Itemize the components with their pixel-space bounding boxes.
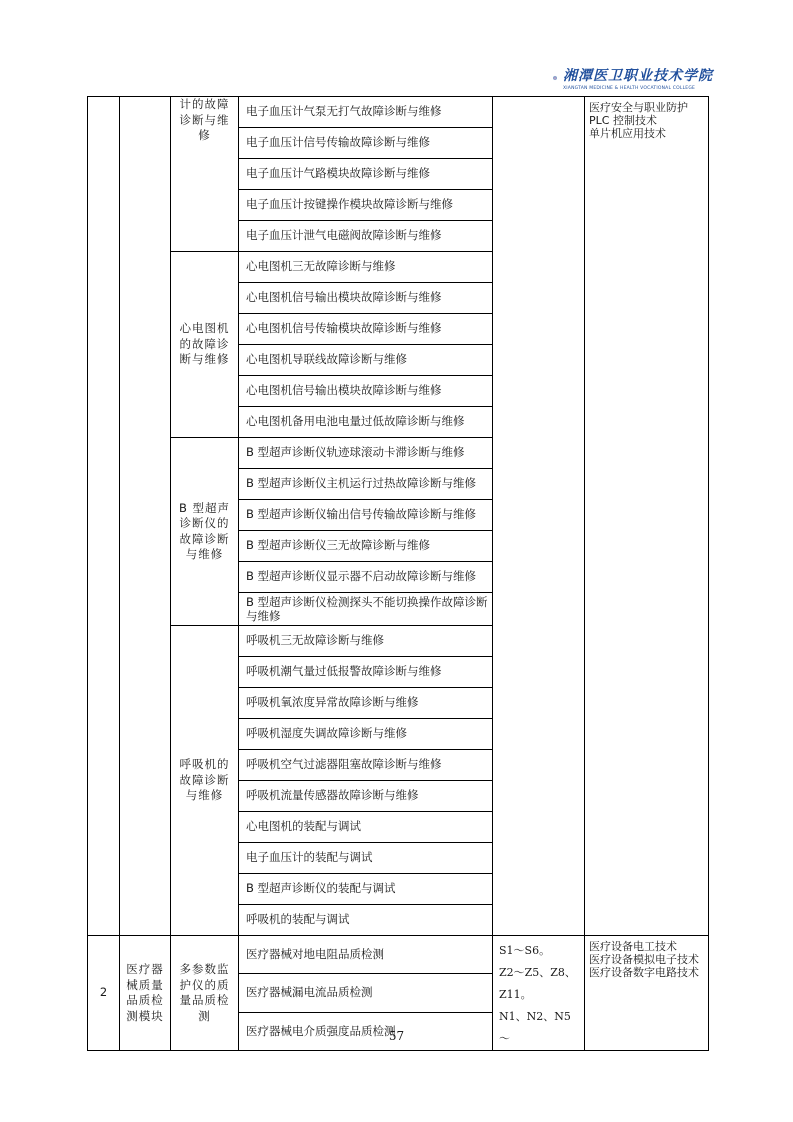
subtask-cell: B 型超声诊断仪显示器不启动故障诊断与维修	[239, 562, 493, 593]
subtask-cell: 呼吸机三无故障诊断与维修	[239, 626, 493, 657]
subtask-cell: B 型超声诊断仪检测探头不能切换操作故障诊断与维修	[239, 593, 493, 626]
subtask-cell: 医疗器械对地电阻品质检测	[239, 936, 493, 974]
subtask-cell: 心电图机三无故障诊断与维修	[239, 252, 493, 283]
course-item: 医疗设备数字电路技术	[589, 966, 699, 979]
subtask-cell: 电子血压计信号传输故障诊断与维修	[239, 128, 493, 159]
table-row	[88, 936, 709, 974]
subtask-cell: B 型超声诊断仪轨迹球滚动卡滞诊断与维修	[239, 438, 493, 469]
subtask-cell: B 型超声诊断仪主机运行过热故障诊断与维修	[239, 469, 493, 500]
subtask-cell: 呼吸机的装配与调试	[239, 905, 493, 936]
subtask-cell: 医疗器械电介质强度品质检测	[239, 1012, 493, 1050]
subtask-cell: B 型超声诊断仪输出信号传输故障诊断与维修	[239, 500, 493, 531]
subtask-cell: 电子血压计的装配与调试	[239, 843, 493, 874]
subtask-cell: 呼吸机流量传感器故障诊断与维修	[239, 781, 493, 812]
subtask-cell: 呼吸机湿度失调故障诊断与维修	[239, 719, 493, 750]
subtask-cell: 呼吸机空气过滤器阻塞故障诊断与维修	[239, 750, 493, 781]
table-row	[88, 97, 709, 128]
subtask-cell: 心电图机备用电池电量过低故障诊断与维修	[239, 407, 493, 438]
subtask-cell: 心电图机信号传输模块故障诊断与维修	[239, 314, 493, 345]
subtask-cell: 呼吸机潮气量过低报警故障诊断与维修	[239, 657, 493, 688]
subtask-cell: 电子血压计按键操作模块故障诊断与维修	[239, 190, 493, 221]
standard-code: N1、N2、N5～	[499, 1010, 571, 1045]
subtask-cell: 电子血压计泄气电磁阀故障诊断与维修	[239, 221, 493, 252]
task-ultrasound: B 型超声诊断仪的故障诊断与维修	[171, 438, 239, 626]
subtask-cell: 心电图机信号输出模块故障诊断与维修	[239, 376, 493, 407]
subtask-cell: B 型超声诊断仪的装配与调试	[239, 874, 493, 905]
task-ventilator: 呼吸机的故障诊断与维修	[171, 626, 239, 936]
subtask-cell: 心电图机的装配与调试	[239, 812, 493, 843]
course-item: 医疗设备模拟电子技术	[589, 953, 699, 966]
course-item: 医疗安全与职业防护	[589, 101, 688, 114]
standard-code: S1～S6。	[499, 944, 551, 957]
subtask-cell: 电子血压计气泵无打气故障诊断与维修	[239, 97, 493, 128]
college-emblem-icon	[553, 62, 557, 94]
subtask-cell: 医疗器械漏电流品质检测	[239, 974, 493, 1012]
curriculum-table	[87, 96, 709, 1051]
course-item: 单片机应用技术	[589, 127, 666, 140]
course-item: PLC 控制技术	[589, 114, 657, 127]
standard-code: Z2～Z5、Z8、Z11。	[499, 966, 576, 1001]
subtask-cell: 心电图机导联线故障诊断与维修	[239, 345, 493, 376]
row-number-cell-empty	[88, 97, 120, 936]
header-logo	[553, 58, 713, 98]
task-ecg: 心电图机的故障诊断与维修	[171, 252, 239, 438]
subtask-cell: B 型超声诊断仪三无故障诊断与维修	[239, 531, 493, 562]
page-number: 57	[388, 1029, 405, 1043]
subtask-cell: 心电图机信号输出模块故障诊断与维修	[239, 283, 493, 314]
college-name-en: XIANGTAN MEDICINE & HEALTH VOCATIONAL COLLEGE	[563, 86, 696, 91]
task-blood-pressure: 计的故障诊断与维修	[171, 97, 239, 252]
subtask-cell: 电子血压计气路模块故障诊断与维修	[239, 159, 493, 190]
standard-cell-empty	[493, 97, 585, 936]
row-number: 2	[88, 936, 120, 1051]
college-name-cn: 湘潭医卫职业技术学院	[563, 68, 713, 84]
task-monitor-inspection: 多参数监护仪的质量品质检测	[171, 936, 239, 1051]
related-courses-cell	[585, 97, 709, 936]
module-cell-empty	[120, 97, 171, 936]
module-name: 医疗器械质量品质检测模块	[120, 936, 171, 1051]
subtask-cell: 呼吸机氧浓度异常故障诊断与维修	[239, 688, 493, 719]
course-item: 医疗设备电工技术	[589, 940, 677, 953]
